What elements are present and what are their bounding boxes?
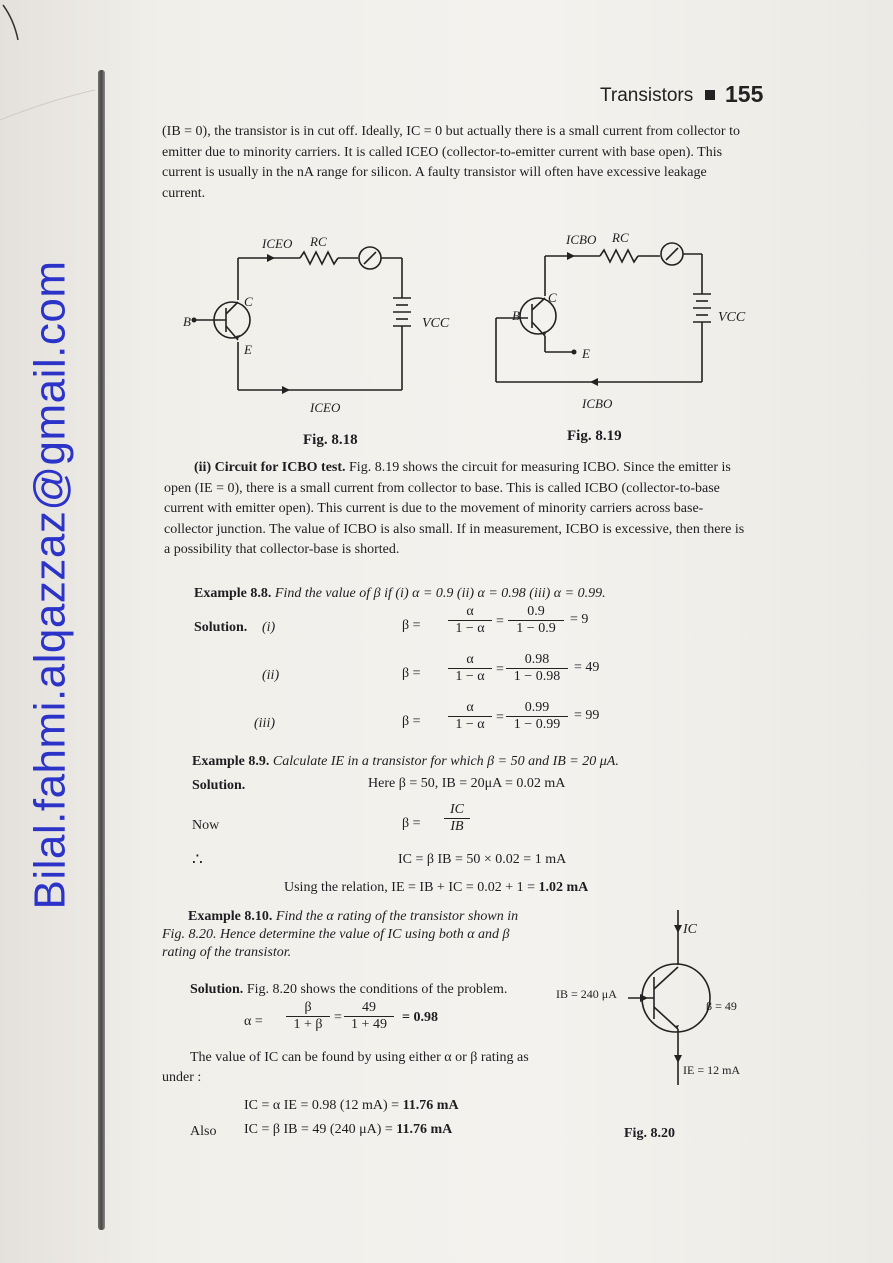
example-8-10-solution xyxy=(190,980,507,1000)
example-8-10-eq: = xyxy=(334,1010,342,1025)
fig-8-19-label-e: E xyxy=(582,346,590,361)
example-8-10-eq2-prefix: IC = β IB = 49 (240 μA) = xyxy=(244,1122,393,1137)
example-8-9-ic-line: IC = β IB = 50 × 0.02 = 1 mA xyxy=(398,852,567,867)
example-8-10-solution-text: Fig. 8.20 shows the conditions of the problem. xyxy=(246,982,508,997)
icbo-first-line xyxy=(164,458,764,479)
example-8-8-label-i: (i) xyxy=(262,620,276,635)
example-8-8-eq-2: = xyxy=(496,662,504,677)
example-8-8-den1-3: 1 − α xyxy=(455,717,485,732)
fig-8-18-label-vcc: VCC xyxy=(422,316,450,331)
fig-8-18-label-c: C xyxy=(244,294,253,309)
example-8-8-den1-1: 1 − α xyxy=(455,621,485,636)
example-8-8-label-iii: (iii) xyxy=(254,716,275,731)
example-8-9-frac-den: IB xyxy=(450,819,464,834)
fig-8-19-label-icbo-bottom: ICBO xyxy=(582,396,613,411)
example-8-8-num2-3: 0.99 xyxy=(506,700,568,717)
fig-8-19-label-b: B xyxy=(512,308,520,323)
example-8-8-den2-1: 1 − 0.9 xyxy=(516,621,556,636)
example-8-10-value-text xyxy=(162,1048,562,1088)
intro-line-2: emitter due to minority carriers. It is called ICEO (collector-to-emitter current with base open). This xyxy=(162,144,723,160)
example-8-8-beta-lhs-3: β = xyxy=(402,714,421,729)
example-8-9-relation-result: 1.02 mA xyxy=(538,880,589,895)
icbo-heading: (ii) Circuit for ICBO test. xyxy=(194,460,346,475)
fig-8-19-circuit xyxy=(490,230,750,420)
fig-8-19-label-rc: RC xyxy=(612,230,629,245)
example-8-10-question-line-2: Fig. 8.20. Hence determine the value of IC using both α and β xyxy=(162,927,510,942)
example-8-10-frac1-den: 1 + β xyxy=(293,1017,323,1032)
header-square-icon xyxy=(705,90,715,100)
example-8-10-eq2-result: 11.76 mA xyxy=(396,1122,453,1137)
example-8-8-den2-3: 1 − 0.99 xyxy=(513,717,561,732)
icbo-line-2: open (IE = 0), there is a small current from collector to base. This is called ICBO (collector-to-base xyxy=(164,480,720,496)
example-8-8-num2-2: 0.98 xyxy=(506,652,568,669)
example-8-8-num2-1: 0.9 xyxy=(508,604,564,621)
example-8-10-alpha-result: = 0.98 xyxy=(402,1010,438,1025)
example-8-8-title: Example 8.8. xyxy=(194,586,272,601)
example-8-10-frac2-den: 1 + 49 xyxy=(351,1017,387,1032)
fig-8-18-label-b: B xyxy=(183,314,191,329)
example-8-10-first-line xyxy=(162,908,582,926)
example-8-9-title: Example 8.9. xyxy=(192,754,270,769)
example-8-9-statement xyxy=(192,752,619,772)
fig-8-18-caption: Fig. 8.18 xyxy=(303,432,358,448)
example-8-8-den2-2: 1 − 0.98 xyxy=(513,669,561,684)
example-8-8-result-2: = 49 xyxy=(574,660,600,675)
example-8-10-alpha-lhs: α = xyxy=(244,1014,263,1029)
example-8-9-therefore: ∴ xyxy=(192,850,203,869)
example-8-10-title: Example 8.10. xyxy=(188,909,273,924)
icbo-section xyxy=(164,458,764,561)
email-watermark xyxy=(20,230,80,940)
example-8-8-result-1: = 9 xyxy=(570,612,589,627)
example-8-10-frac2-num: 49 xyxy=(344,1000,394,1017)
example-8-9-frac-num: IC xyxy=(444,802,470,819)
fig-8-19-label-icbo-top: ICBO xyxy=(566,232,597,247)
icbo-line-1: Fig. 8.19 shows the circuit for measuring ICBO. Since the emitter is xyxy=(349,460,731,475)
example-8-9-relation xyxy=(284,878,588,898)
example-8-8-result-3: = 99 xyxy=(574,708,600,723)
example-8-9-beta-eq: β = xyxy=(402,816,421,831)
fig-8-18-label-rc: RC xyxy=(310,234,327,249)
intro-paragraph xyxy=(162,122,762,204)
example-8-8-eq-3: = xyxy=(496,710,504,725)
example-8-8-num1-3: α xyxy=(448,700,492,717)
intro-line-4: current. xyxy=(162,185,206,201)
example-8-10-eq1-prefix: IC = α IE = 0.98 (12 mA) = xyxy=(244,1098,400,1113)
fig-8-18-label-iceo-bottom: ICEO xyxy=(310,400,341,415)
example-8-10-eq2 xyxy=(244,1120,452,1140)
fig-8-19-label-c: C xyxy=(548,290,557,305)
icbo-line-4: collector junction. The value of ICBO is also small. If in measurement, ICBO is excessive, then there is xyxy=(164,521,745,537)
example-8-9-now: Now xyxy=(192,818,220,833)
fig-8-20-label-ib: IB = 240 μA xyxy=(556,987,617,1001)
fig-8-20-label-ic: IC xyxy=(683,922,697,937)
fig-8-20-caption: Fig. 8.20 xyxy=(624,1126,675,1141)
fig-8-19-label-vcc: VCC xyxy=(718,310,746,325)
fig-8-20-label-ie: IE = 12 mA xyxy=(683,1063,741,1077)
example-8-10-value-line-1: The value of IC can be found by using either α or β rating as xyxy=(190,1050,529,1065)
example-8-8-eq-1: = xyxy=(496,614,504,629)
example-8-10-question-line-3: rating of the transistor. xyxy=(162,945,292,960)
page-number: 155 xyxy=(725,81,764,107)
fig-8-18-label-e: E xyxy=(244,342,252,357)
example-8-10-also: Also xyxy=(190,1124,217,1139)
example-8-10-eq1-result: 11.76 mA xyxy=(402,1098,459,1113)
page-header xyxy=(600,80,770,110)
example-8-10-statement xyxy=(162,908,582,962)
intro-line-3: current is usually in the nA range for silicon. A faulty transistor will often have excessive leakage xyxy=(162,165,707,180)
example-8-8-statement xyxy=(194,584,606,604)
example-8-8-label-ii: (ii) xyxy=(262,668,280,683)
example-8-10-solution-label: Solution. xyxy=(190,982,244,997)
example-8-8-den1-2: 1 − α xyxy=(455,669,485,684)
example-8-9-relation-prefix: Using the relation, IE = IB + IC = 0.02 + 1 = xyxy=(284,880,536,895)
fig-8-20-label-beta: β = 49 xyxy=(706,999,737,1013)
example-8-8-question: Find the value of β if (i) α = 0.9 (ii) α = 0.98 (iii) α = 0.99. xyxy=(274,586,606,601)
watermark-text: Bilal.fahmi.alqazzaz@gmail.com xyxy=(25,260,75,910)
example-8-8-solution-label: Solution. xyxy=(194,620,248,635)
example-8-10-question-line-1: Find the α rating of the transistor shown in xyxy=(275,909,519,924)
fig-8-19-caption: Fig. 8.19 xyxy=(567,428,622,444)
example-8-10-frac1-num: β xyxy=(286,1000,330,1017)
example-8-8-num1-1: α xyxy=(448,604,492,621)
book-binding xyxy=(98,70,105,1230)
fig-8-18-label-iceo-top: ICEO xyxy=(262,236,293,251)
example-8-9-here-line: Here β = 50, IB = 20μA = 0.02 mA xyxy=(368,776,566,791)
example-8-8-num1-2: α xyxy=(448,652,492,669)
example-8-8-beta-lhs-1: β = xyxy=(402,618,421,633)
icbo-line-5: a possibility that collector-base is shorted. xyxy=(164,542,400,557)
icbo-line-3: current with emitter open). This current is due to the movement of minority carriers across base- xyxy=(164,501,704,516)
example-8-10-value-line-2: under : xyxy=(162,1070,202,1085)
example-8-9-question: Calculate IE in a transistor for which β = 50 and IB = 20 μA. xyxy=(272,754,619,769)
intro-line-1: (IB = 0), the transistor is in cut off. Ideally, IC = 0 but actually there is a small current from collector to xyxy=(162,124,740,139)
example-8-9-solution-label: Solution. xyxy=(192,778,246,793)
example-8-10-eq1 xyxy=(244,1096,459,1116)
running-title: Transistors xyxy=(600,85,694,106)
example-8-8-beta-lhs-2: β = xyxy=(402,666,421,681)
page-corner-line xyxy=(0,0,110,120)
